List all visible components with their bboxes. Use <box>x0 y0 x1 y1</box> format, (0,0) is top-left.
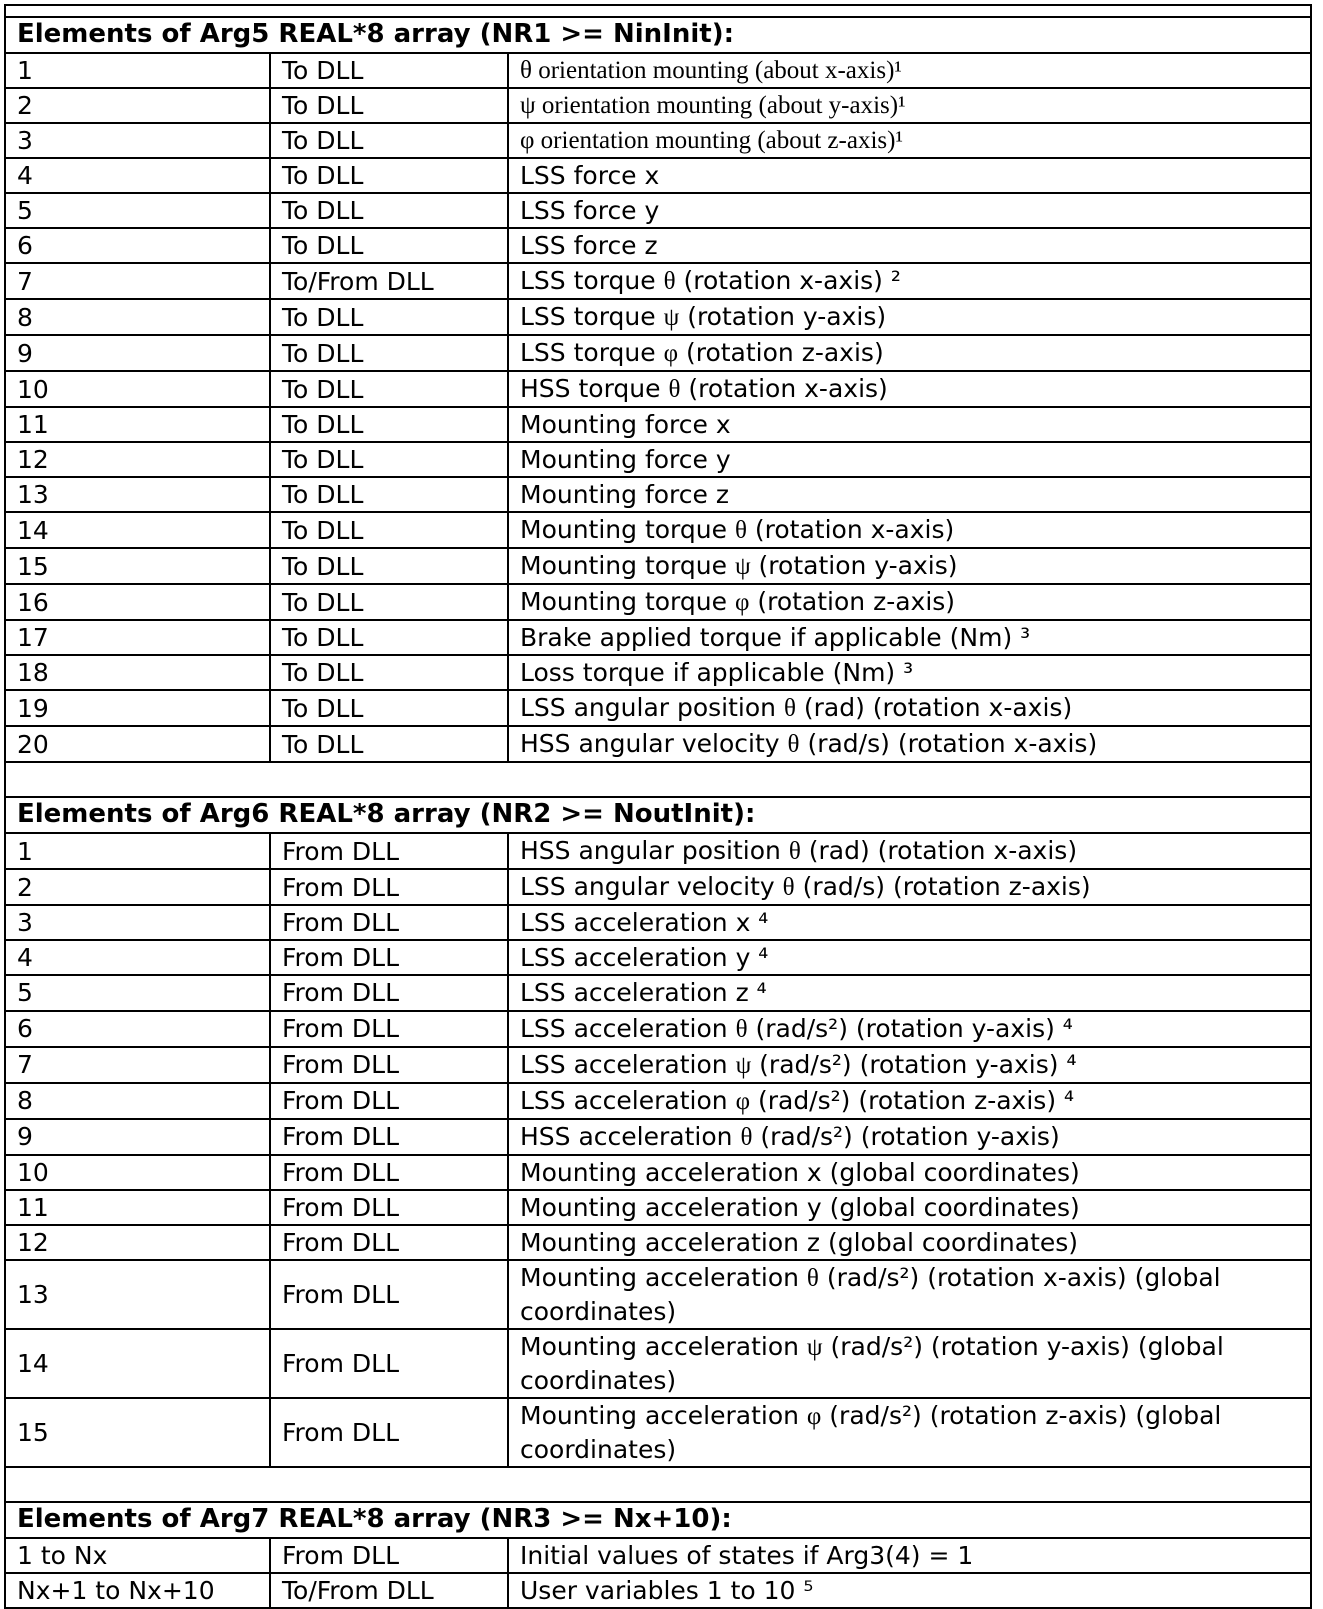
direction-cell: From DLL <box>270 1329 508 1398</box>
direction-cell: To DLL <box>270 548 508 584</box>
direction-cell: From DLL <box>270 1225 508 1260</box>
element-index-cell: 15 <box>5 1398 270 1467</box>
description-cell: HSS angular velocity θ (rad/s) (rotation x-axis) <box>508 726 1311 762</box>
direction-cell: To DLL <box>270 158 508 193</box>
table-row <box>5 88 1311 123</box>
description-cell: LSS acceleration ψ (rad/s²) (rotation y-axis) ⁴ <box>508 1047 1311 1083</box>
description-cell: Mounting acceleration z (global coordinates) <box>508 1225 1311 1260</box>
table-row <box>5 584 1311 620</box>
direction-cell: From DLL <box>270 1011 508 1047</box>
table-row <box>5 193 1311 228</box>
spacer-cell <box>5 1467 1311 1502</box>
description-cell: Mounting acceleration ψ (rad/s²) (rotation y-axis) (global coordinates) <box>508 1329 1311 1398</box>
direction-cell: To DLL <box>270 512 508 548</box>
spacer-cell <box>5 762 1311 797</box>
greek-symbol: φ <box>735 1087 751 1115</box>
description-cell: φ orientation mounting (about z-axis)¹ <box>508 123 1311 158</box>
table-row <box>5 442 1311 477</box>
description-cell: LSS force x <box>508 158 1311 193</box>
description-cell: Mounting force x <box>508 407 1311 442</box>
greek-symbol: θ <box>783 695 796 722</box>
section-title: Elements of Arg6 REAL*8 array (NR2 >= NoutInit): <box>5 797 1311 833</box>
description-cell: Mounting force z <box>508 477 1311 512</box>
element-index-cell: 15 <box>5 548 270 584</box>
element-index-cell: 2 <box>5 869 270 905</box>
table-row <box>5 299 1311 335</box>
description-cell: LSS acceleration y ⁴ <box>508 940 1311 975</box>
greek-symbol: θ <box>787 731 800 758</box>
description-cell: LSS force z <box>508 228 1311 263</box>
element-index-cell: 10 <box>5 1155 270 1190</box>
direction-cell: From DLL <box>270 1538 508 1573</box>
table-row <box>5 940 1311 975</box>
description-cell: LSS acceleration φ (rad/s²) (rotation z-axis) ⁴ <box>508 1083 1311 1119</box>
description-cell: Mounting acceleration θ (rad/s²) (rotation x-axis) (global coordinates) <box>508 1260 1311 1329</box>
direction-cell: To DLL <box>270 123 508 158</box>
description-cell: LSS angular velocity θ (rad/s) (rotation z-axis) <box>508 869 1311 905</box>
description-cell: LSS force y <box>508 193 1311 228</box>
section-title: Elements of Arg7 REAL*8 array (NR3 >= Nx+10): <box>5 1502 1311 1538</box>
dll-array-tables <box>4 4 1312 1609</box>
spacer-cell <box>5 5 1311 17</box>
element-index-cell: Nx+1 to Nx+10 <box>5 1573 270 1608</box>
direction-cell: To DLL <box>270 88 508 123</box>
description-cell: LSS torque ψ (rotation y-axis) <box>508 299 1311 335</box>
direction-cell: To DLL <box>270 407 508 442</box>
table-row <box>5 1225 1311 1260</box>
description-cell: LSS torque θ (rotation x-axis) ² <box>508 263 1311 299</box>
element-index-cell: 16 <box>5 584 270 620</box>
direction-cell: To DLL <box>270 299 508 335</box>
greek-symbol: θ <box>668 376 681 403</box>
table-row <box>5 975 1311 1010</box>
element-index-cell: 4 <box>5 158 270 193</box>
table-row <box>5 1260 1311 1329</box>
element-index-cell: 13 <box>5 1260 270 1329</box>
description-cell: θ orientation mounting (about x-axis)¹ <box>508 53 1311 88</box>
description-cell: Mounting torque ψ (rotation y-axis) <box>508 548 1311 584</box>
direction-cell: To DLL <box>270 477 508 512</box>
direction-cell: From DLL <box>270 1398 508 1467</box>
element-index-cell: 9 <box>5 1119 270 1155</box>
direction-cell: To DLL <box>270 655 508 690</box>
element-index-cell: 5 <box>5 975 270 1010</box>
element-index-cell: 6 <box>5 1011 270 1047</box>
element-index-cell: 1 <box>5 53 270 88</box>
table-row <box>5 1119 1311 1155</box>
element-index-cell: 12 <box>5 442 270 477</box>
table-row <box>5 620 1311 655</box>
element-index-cell: 20 <box>5 726 270 762</box>
description-cell: LSS acceleration z ⁴ <box>508 975 1311 1010</box>
table-row <box>5 905 1311 940</box>
element-index-cell: 6 <box>5 228 270 263</box>
direction-cell: To DLL <box>270 620 508 655</box>
table-row <box>5 548 1311 584</box>
table-body <box>5 5 1311 1608</box>
table-row <box>5 123 1311 158</box>
element-index-cell: 13 <box>5 477 270 512</box>
element-index-cell: 7 <box>5 1047 270 1083</box>
element-index-cell: 11 <box>5 1190 270 1225</box>
greek-symbol: θ <box>806 1265 819 1293</box>
description-cell: Mounting torque φ (rotation z-axis) <box>508 584 1311 620</box>
direction-cell: To DLL <box>270 371 508 407</box>
greek-symbol: ψ <box>806 1334 823 1362</box>
greek-symbol: θ <box>735 1015 748 1043</box>
element-index-cell: 1 <box>5 833 270 869</box>
description-cell: HSS torque θ (rotation x-axis) <box>508 371 1311 407</box>
table-row <box>5 1573 1311 1608</box>
direction-cell: To DLL <box>270 335 508 371</box>
direction-cell: To DLL <box>270 726 508 762</box>
table-row <box>5 263 1311 299</box>
element-index-cell: 4 <box>5 940 270 975</box>
table-row <box>5 477 1311 512</box>
element-index-cell: 2 <box>5 88 270 123</box>
direction-cell: To DLL <box>270 690 508 726</box>
section-header-row <box>5 17 1311 53</box>
table-row <box>5 407 1311 442</box>
direction-cell: To/From DLL <box>270 1573 508 1608</box>
element-index-cell: 18 <box>5 655 270 690</box>
greek-symbol: φ <box>734 589 750 616</box>
direction-cell: From DLL <box>270 975 508 1010</box>
direction-cell: From DLL <box>270 1119 508 1155</box>
greek-symbol: φ <box>663 340 679 367</box>
description-cell: Brake applied torque if applicable (Nm) ³ <box>508 620 1311 655</box>
description-cell: LSS acceleration θ (rad/s²) (rotation y-axis) ⁴ <box>508 1011 1311 1047</box>
table-row <box>5 1083 1311 1119</box>
greek-symbol: θ <box>663 268 676 295</box>
direction-cell: To DLL <box>270 53 508 88</box>
description-cell: Mounting acceleration y (global coordinates) <box>508 1190 1311 1225</box>
table-row <box>5 833 1311 869</box>
table-row <box>5 371 1311 407</box>
direction-cell: To/From DLL <box>270 263 508 299</box>
greek-symbol: θ <box>788 838 801 865</box>
description-cell: Mounting force y <box>508 442 1311 477</box>
direction-cell: To DLL <box>270 442 508 477</box>
table-row <box>5 1047 1311 1083</box>
greek-symbol: ψ <box>734 553 751 580</box>
table-row <box>5 53 1311 88</box>
greek-symbol: φ <box>806 1403 822 1431</box>
table-row <box>5 655 1311 690</box>
element-index-cell: 19 <box>5 690 270 726</box>
table-row <box>5 1155 1311 1190</box>
element-index-cell: 14 <box>5 512 270 548</box>
description-cell: HSS angular position θ (rad) (rotation x-axis) <box>508 833 1311 869</box>
table-row <box>5 869 1311 905</box>
description-cell: Mounting acceleration x (global coordinates) <box>508 1155 1311 1190</box>
element-index-cell: 8 <box>5 299 270 335</box>
element-index-cell: 3 <box>5 905 270 940</box>
greek-symbol: θ <box>740 1123 753 1151</box>
description-cell: Mounting acceleration φ (rad/s²) (rotation z-axis) (global coordinates) <box>508 1398 1311 1467</box>
greek-symbol: ψ <box>663 304 680 331</box>
spacer-row <box>5 1467 1311 1502</box>
table-row <box>5 1329 1311 1398</box>
element-index-cell: 11 <box>5 407 270 442</box>
table-row <box>5 158 1311 193</box>
direction-cell: From DLL <box>270 1083 508 1119</box>
spacer-row <box>5 5 1311 17</box>
section-header-row <box>5 1502 1311 1538</box>
element-index-cell: 17 <box>5 620 270 655</box>
greek-symbol: θ <box>734 517 747 544</box>
direction-cell: From DLL <box>270 1190 508 1225</box>
direction-cell: To DLL <box>270 584 508 620</box>
element-index-cell: 7 <box>5 263 270 299</box>
element-index-cell: 3 <box>5 123 270 158</box>
element-index-cell: 10 <box>5 371 270 407</box>
description-cell: LSS angular position θ (rad) (rotation x-axis) <box>508 690 1311 726</box>
element-index-cell: 8 <box>5 1083 270 1119</box>
direction-cell: From DLL <box>270 1155 508 1190</box>
element-index-cell: 1 to Nx <box>5 1538 270 1573</box>
direction-cell: From DLL <box>270 1260 508 1329</box>
table-row <box>5 1538 1311 1573</box>
section-title: Elements of Arg5 REAL*8 array (NR1 >= NinInit): <box>5 17 1311 53</box>
table-row <box>5 512 1311 548</box>
greek-symbol: ψ <box>735 1051 752 1079</box>
direction-cell: From DLL <box>270 869 508 905</box>
direction-cell: From DLL <box>270 833 508 869</box>
description-cell: ψ orientation mounting (about y-axis)¹ <box>508 88 1311 123</box>
element-index-cell: 14 <box>5 1329 270 1398</box>
table-row <box>5 1398 1311 1467</box>
description-cell: LSS torque φ (rotation z-axis) <box>508 335 1311 371</box>
description-cell: Initial values of states if Arg3(4) = 1 <box>508 1538 1311 1573</box>
description-cell: User variables 1 to 10 ⁵ <box>508 1573 1311 1608</box>
direction-cell: From DLL <box>270 1047 508 1083</box>
element-index-cell: 9 <box>5 335 270 371</box>
element-index-cell: 5 <box>5 193 270 228</box>
description-cell: LSS acceleration x ⁴ <box>508 905 1311 940</box>
table-row <box>5 1190 1311 1225</box>
table-row <box>5 335 1311 371</box>
table-row <box>5 228 1311 263</box>
greek-symbol: θ <box>782 874 795 901</box>
spacer-row <box>5 762 1311 797</box>
description-cell: HSS acceleration θ (rad/s²) (rotation y-axis) <box>508 1119 1311 1155</box>
element-index-cell: 12 <box>5 1225 270 1260</box>
description-cell: Mounting torque θ (rotation x-axis) <box>508 512 1311 548</box>
table-row <box>5 1011 1311 1047</box>
direction-cell: To DLL <box>270 228 508 263</box>
direction-cell: From DLL <box>270 940 508 975</box>
table-row <box>5 726 1311 762</box>
direction-cell: From DLL <box>270 905 508 940</box>
description-cell: Loss torque if applicable (Nm) ³ <box>508 655 1311 690</box>
direction-cell: To DLL <box>270 193 508 228</box>
section-header-row <box>5 797 1311 833</box>
table-row <box>5 690 1311 726</box>
